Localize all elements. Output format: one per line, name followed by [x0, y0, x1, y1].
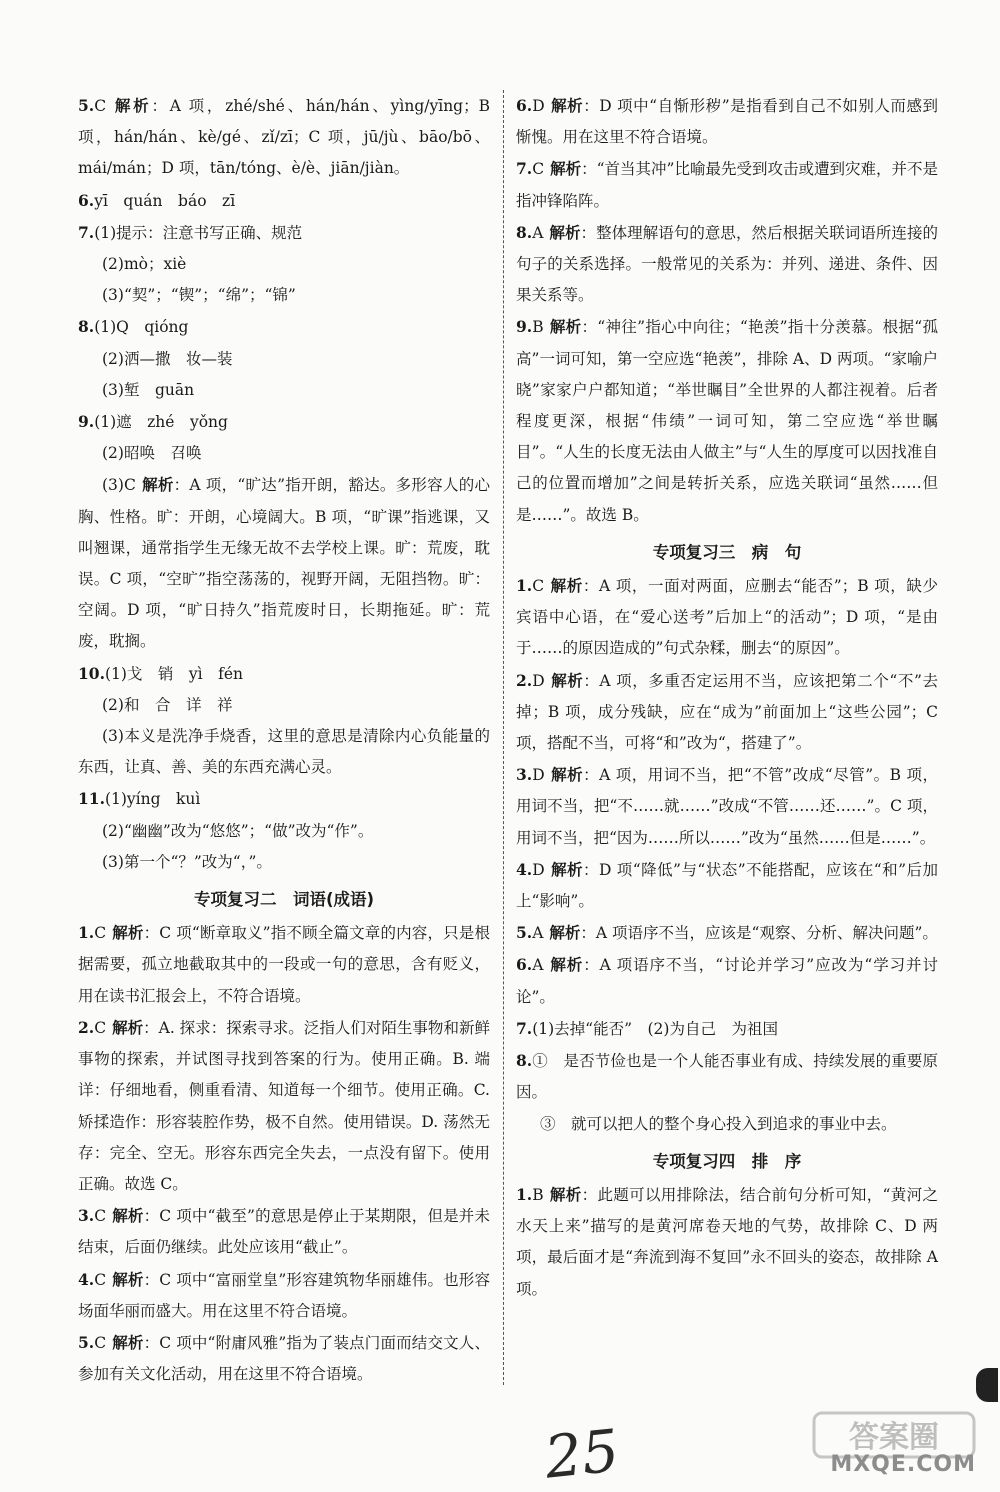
- answer-item: 5.C 解析：A 项，zhé/shé、hán/hán、yìng/yīng；B 项，hán/hán、kè/gé、zǐ/zī；C 项，jū/jù、bāo/bō、mái/mán；D 项，tān/tóng、è/è、jiān/jiàn。: [78, 96, 490, 178]
- answer-sub: (2)洒—撒 妆—装: [102, 349, 233, 368]
- section-heading: 专项复习四 排 序: [652, 1151, 802, 1171]
- answer-item: 4.C 解析：C 项中“富丽堂皇”形容建筑物华丽雄伟。也形容场面华丽而盛大。用在这里不符合语境。: [78, 1269, 490, 1320]
- answer-sub: (2)和 合 详 祥: [102, 695, 233, 714]
- answer-item: 10.(1)戈 销 yì fén: [78, 663, 244, 683]
- answer-item: 3.C 解析：C 项中“截至”的意思是停止于某期限，但是并未结束，后面仍继续。此处应该用“截止”。: [78, 1206, 490, 1257]
- answer-item: 6.D 解析：D 项中“自惭形秽”是指看到自己不如别人而感到惭愧。用在这里不符合语境。: [516, 96, 938, 147]
- answer-item: 1.C 解析：A 项，一面对两面，应删去“能否”；B 项，缺少宾语中心语，在“爱心送考”后加上“的活动”；D 项，“是由于……的原因造成的”句式杂糅，删去“的原因”。: [516, 576, 938, 658]
- answer-sub: (3)C 解析：A 项，“旷达”指开朗，豁达。多形容人的心胸、性格。旷：开朗，心境阔大。B 项，“旷课”指逃课，又叫翘课，通常指学生无缘无故不去学校上课。旷：荒废，耽误。C 项，“空旷”指空荡荡的，视野开阔，无阻挡物。旷：空阔。D 项，“旷日持久”指荒废时日，长期拖延。旷：荒废，耽搁。: [78, 475, 490, 651]
- answer-item: 3.D 解析：A 项，用词不当，把“不管”改成“尽管”。B 项，用词不当，把“不……就……”改成“不管……还……”。C 项，用词不当，把“因为……所以……”改为“虽然……但是……”。: [516, 765, 938, 847]
- answer-item: 5.C 解析：C 项中“附庸风雅”指为了装点门面而结交文人、参加有关文化活动，用在这里不符合语境。: [78, 1332, 490, 1384]
- answer-item: 7.(1)提示：注意书写正确、规范: [78, 222, 303, 242]
- answer-item: 1.B 解析：此题可以用排除法，结合前句分析可知，“黄河之水天上来”描写的是黄河席卷天地的气势，故排除 C、D 两项，最后面才是“奔流到海不复回”永不回头的姿态，故排除 A 项。: [516, 1184, 938, 1298]
- answer-item: 9.(1)遮 zhé yǒng: [78, 412, 228, 432]
- section-heading: 专项复习二 词语(成语): [193, 890, 375, 910]
- answer-item: 1.C 解析：C 项“断章取义”指不顾全篇文章的内容，只是根据需要，孤立地截取其中的一段或一句的意思，含有贬义，用在读书汇报会上，不符合语境。: [78, 923, 490, 1005]
- answer-sub: (2)mò；xiè: [102, 255, 187, 274]
- answer-sub: (3)本义是洗净手烧香，这里的意思是清除内心负能量的东西，让真、善、美的东西充满心灵。: [78, 727, 490, 777]
- answer-item: 9.B 解析：“神往”指心中向往；“艳羡”指十分羡慕。根据“孤高”一词可知，第一空应选“艳羡”，排除 A、D 两项。“家喻户晓”家家户户都知道；“举世瞩目”全世界的人都注视着。后者程度更深，根据“伟绩”一词可知，第二空应选“举世瞩目”。“人生的长度无法由人做主”与“人生的厚度可以因找准自己的位置而增加”之间是转折关系，应选关联词“虽然……但是……”。故选 B。: [516, 317, 938, 524]
- column-divider: [503, 90, 504, 1385]
- watermark-logo-text: 答案圈: [849, 1420, 939, 1455]
- answer-sub: (3)堑 guān: [102, 380, 195, 399]
- answer-item: 6.A 解析：A 项语序不当，“讨论并学习”应改为“学习并讨论”。: [516, 955, 938, 1006]
- answer-item: 8.① 是否节俭也是一个人能否事业有成、持续发展的重要原因。: [516, 1051, 938, 1102]
- answer-item: 7.C 解析：“首当其冲”比喻最先受到攻击或遭到灾难，并不是指冲锋陷阵。: [516, 159, 938, 210]
- answer-item: 11.(1)yíng kuì: [78, 789, 201, 809]
- answer-sub: (2)昭唤 召唤: [102, 444, 202, 463]
- answer-sub: (3)第一个“？”改为“，”。: [102, 852, 272, 871]
- answer-item: 8.A 解析：整体理解语句的意思，然后根据关联词语所连接的句子的关系选择。一般常见的关系为：并列、递进、条件、因果关系等。: [516, 222, 938, 305]
- right-column: [516, 90, 938, 1305]
- section-heading: 专项复习三 病 句: [652, 542, 802, 562]
- watermark-site: MXQE.COM: [830, 1452, 976, 1477]
- answer-sub: (3)“契”；“锲”；“绵”；“锦”: [102, 286, 296, 305]
- answer-item: 4.D 解析：D 项“降低”与“状态”不能搭配，应该在“和”后加上“影响”。: [516, 859, 938, 911]
- answer-item: 8.(1)Q qióng: [78, 317, 189, 337]
- handwritten-page-number: 25: [541, 1416, 623, 1492]
- page-corner-tab: [976, 1368, 998, 1402]
- answer-item: 2.D 解析：A 项，多重否定运用不当，应该把第二个“不”去掉；B 项，成分残缺，应在“成为”前面加上“这些公园”；C 项，搭配不当，可将“和”改为“，搭建了”。: [516, 670, 938, 753]
- answer-item: 5.A 解析：A 项语序不当，应该是“观察、分析、解决问题”。: [516, 923, 938, 943]
- answer-item: 2.C 解析：A. 探求：探索寻求。泛指人们对陌生事物和新鲜事物的探索，并试图寻找到答案的行为。使用正确。B. 端详：仔细地看，侧重看清、知道每一个细节。使用正确。C. 矫揉造作：形容装腔作势，极不自然。使用错误。D. 荡然无存：完全、空无。形容东西完全失去，一点没有留下。使用正确。故选 C。: [78, 1017, 490, 1193]
- left-column: [78, 90, 490, 1390]
- answer-item: 6.yī quán báo zī: [78, 190, 236, 210]
- answer-item: 7.(1)去掉“能否” (2)为自己 为祖国: [516, 1018, 778, 1038]
- answer-sub: (2)“幽幽”改为“悠悠”；“做”改为“作”。: [102, 821, 374, 840]
- answer-sub: ③ 就可以把人的整个身心投入到追求的事业中去。: [540, 1114, 897, 1133]
